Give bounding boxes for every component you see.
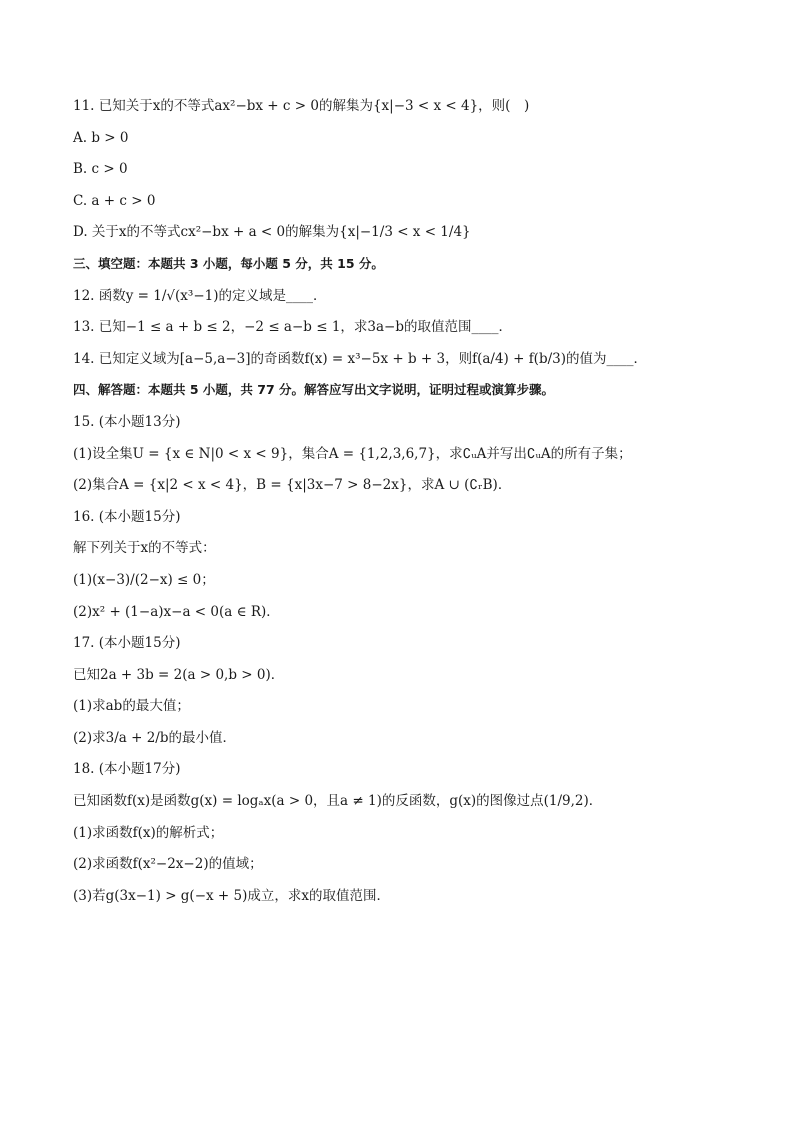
q15-part1: (1)设全集U = {x ∈ N|0 < x < 9}，集合A = {1,2,3,6,7}，求∁ᵤA并写出∁ᵤA的所有子集； bbox=[73, 445, 632, 462]
q16-part1: (1)(x−3)/(2−x) ≤ 0； bbox=[73, 571, 215, 588]
q12: 12. 函数y = 1/√(x³−1)的定义域是____． bbox=[73, 287, 327, 304]
q18-part2: (2)求函数f(x²−2x−2)的值域； bbox=[73, 856, 263, 873]
q11-option-a: A. b > 0 bbox=[73, 129, 129, 146]
q18-stem: 已知函数f(x)是函数g(x) = logₐx(a > 0，且a ≠ 1)的反函数，g(x)的图像过点(1/9,2)． bbox=[73, 793, 603, 810]
q15-part2: (2)集合A = {x|2 < x < 4}，B = {x|3x−7 > 8−2x}，求A ∪ (∁ᵣB)． bbox=[73, 477, 512, 494]
q18-part1: (1)求函数f(x)的解析式； bbox=[73, 824, 224, 841]
section-fill-in-heading: 三、填空题：本题共 3 小题，每小题 5 分，共 15 分。 bbox=[73, 255, 384, 271]
q17-stem: 已知2a + 3b = 2(a > 0,b > 0)． bbox=[73, 666, 285, 683]
q17-part1: (1)求ab的最大值； bbox=[73, 698, 190, 715]
q17-part2: (2)求3/a + 2/b的最小值． bbox=[73, 729, 236, 746]
q11-option-d: D. 关于x的不等式cx²−bx + a < 0的解集为{x|−1/3 < x < 1/4} bbox=[73, 224, 471, 241]
q14: 14. 已知定义域为[a−5,a−3]的奇函数f(x) = x³−5x + b + 3，则f(a/4) + f(b/3)的值为____． bbox=[73, 350, 647, 367]
q18-part3: (3)若g(3x−1) > g(−x + 5)成立，求x的取值范围． bbox=[73, 887, 390, 904]
exam-page bbox=[73, 96, 723, 917]
q18-header: 18. (本小题17分) bbox=[73, 761, 181, 778]
q11-option-b: B. c > 0 bbox=[73, 161, 128, 178]
q11-stem: 11. 已知关于x的不等式ax²−bx + c > 0的解集为{x|−3 < x < 4}，则( ) bbox=[73, 98, 530, 114]
q11-option-c: C. a + c > 0 bbox=[73, 192, 156, 209]
q16-stem: 解下列关于x的不等式： bbox=[73, 540, 216, 557]
q16-header: 16. (本小题15分) bbox=[73, 508, 181, 525]
q13: 13. 已知−1 ≤ a + b ≤ 2，−2 ≤ a−b ≤ 1，求3a−b的取值范围____． bbox=[73, 319, 512, 336]
section-answer-heading: 四、解答题：本题共 5 小题，共 77 分。解答应写出文字说明，证明过程或演算步骤。 bbox=[73, 382, 555, 398]
q17-header: 17. (本小题15分) bbox=[73, 635, 181, 652]
q15-header: 15. (本小题13分) bbox=[73, 413, 181, 430]
q16-part2: (2)x² + (1−a)x−a < 0(a ∈ R)． bbox=[73, 603, 280, 620]
